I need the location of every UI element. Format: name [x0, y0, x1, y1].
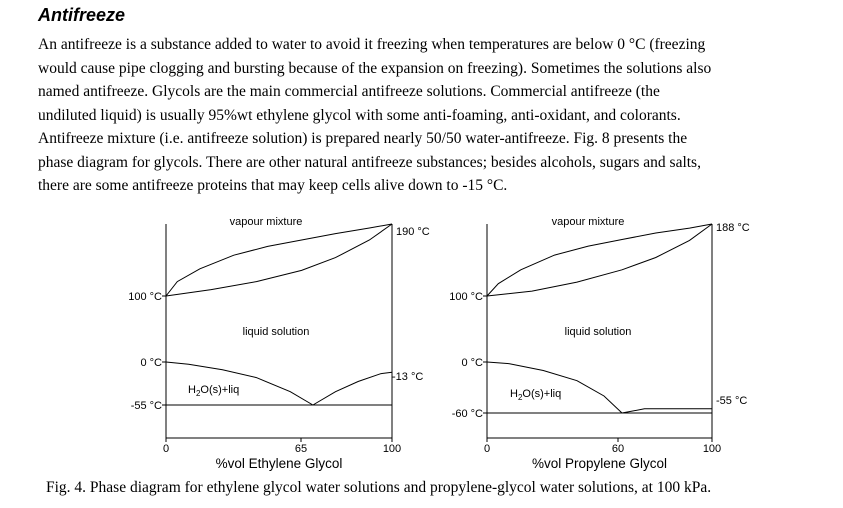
x-tick-label: 60: [611, 443, 625, 455]
phase-boundary-line: [166, 224, 392, 296]
region-label-liquid: liquid solution: [564, 326, 632, 338]
freezing-point-label: -13 °C: [392, 371, 424, 383]
phase-boundary-line: [622, 409, 712, 413]
y-tick-label: 100 °C: [128, 291, 162, 303]
y-tick-label: 0 °C: [461, 357, 483, 369]
phase-diagram-figure: [0, 205, 843, 477]
section-heading: Antifreeze: [38, 5, 126, 25]
boiling-point-label: 188 °C: [716, 222, 750, 234]
paragraph-line: would cause pipe clogging and bursting because of the expansion on freezing). Sometimes the solutions also: [38, 59, 712, 77]
phase-boundary-line: [313, 372, 392, 405]
body-paragraph: [38, 33, 838, 198]
paragraph-line: phase diagram for glycols. There are other natural antifreeze substances; besides alcohols, sugars and salts,: [38, 153, 701, 171]
y-tick-label: -60 °C: [451, 408, 483, 420]
paragraph-line: undiluted liquid) is usually 95%wt ethylene glycol with some anti-foaming, anti-oxidant, and colorants.: [38, 106, 681, 124]
y-tick-label: 100 °C: [449, 291, 483, 303]
region-label-solid: $H_2O(s)+liq$: [510, 388, 562, 402]
paragraph-line: there are some antifreeze proteins that may keep cells alive down to -15 °C.: [38, 177, 508, 194]
phase-boundary-line: [487, 224, 712, 296]
x-tick-label: 100: [382, 443, 402, 455]
freezing-point-label: -55 °C: [716, 395, 748, 407]
phase-boundary-line: [487, 224, 712, 296]
x-tick-label: 100: [702, 443, 722, 455]
x-tick-label: 0: [162, 443, 170, 455]
region-label-vapour: vapour mixture: [229, 216, 303, 228]
x-axis-title: %vol Propylene Glycol: [531, 456, 668, 471]
region-label-solid: $H_2O(s)+liq$: [188, 384, 240, 398]
boiling-point-label: 190 °C: [396, 226, 430, 238]
y-tick-label: -55 °C: [130, 400, 162, 412]
region-label-vapour: vapour mixture: [551, 216, 625, 228]
paragraph-line: Antifreeze mixture (i.e. antifreeze solution) is prepared nearly 50/50 water-antifreeze. Fig. 8 presents the: [38, 130, 688, 147]
paragraph-line: named antifreeze. Glycols are the main commercial antifreeze solutions. Commercial antifreeze (the: [38, 83, 660, 100]
figure-caption: Fig. 4. Phase diagram for ethylene glycol water solutions and propylene-glycol water solutions, at 100 kPa.: [46, 479, 712, 496]
phase-boundary-line: [166, 224, 392, 296]
y-tick-label: 0 °C: [140, 357, 162, 369]
x-tick-label: 65: [294, 443, 308, 455]
x-tick-label: 0: [483, 443, 491, 455]
region-label-liquid: liquid solution: [242, 326, 310, 338]
x-axis-title: %vol Ethylene Glycol: [215, 456, 343, 471]
paragraph-line: An antifreeze is a substance added to water to avoid it freezing when temperatures are below 0 °C (freezing: [38, 36, 706, 53]
